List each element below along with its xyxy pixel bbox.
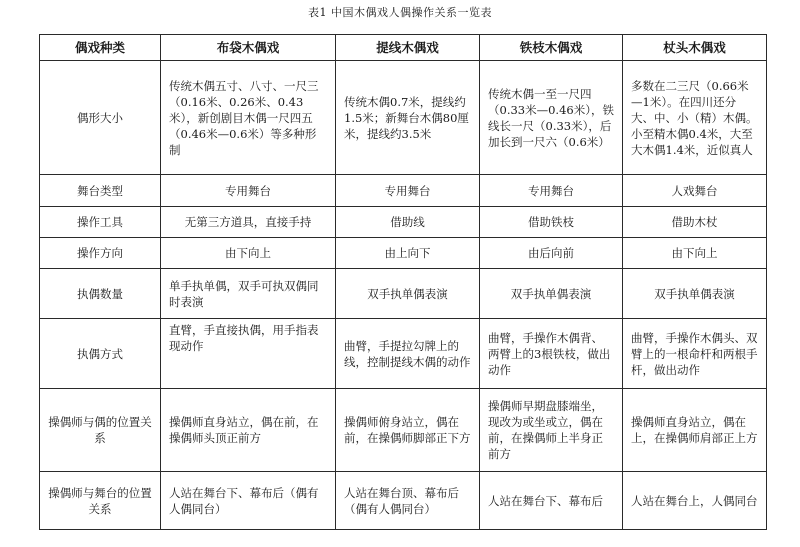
- row-label: 执偶数量: [40, 269, 161, 319]
- table-cell: 操偶师直身站立，偶在上，在操偶师肩部正上方: [623, 389, 767, 472]
- table-cell: 双手执单偶表演: [623, 269, 767, 319]
- table-cell: 人站在舞台下、幕布后（偶有人偶同台）: [161, 472, 336, 530]
- table-cell: 曲臂，手操作木偶头、双臂上的一根命杆和两根手杆，做出动作: [623, 319, 767, 389]
- table-cell: 人站在舞台下、幕布后: [480, 472, 623, 530]
- table-cell: 双手执单偶表演: [480, 269, 623, 319]
- table-row: [40, 269, 767, 319]
- row-label: 舞台类型: [40, 175, 161, 207]
- table-cell: 单手执单偶，双手可执双偶同时表演: [161, 269, 336, 319]
- table-cell: 双手执单偶表演: [336, 269, 480, 319]
- table-cell: 操偶师早期盘膝端坐，现改为或坐或立，偶在前，在操偶师上半身正前方: [480, 389, 623, 472]
- header-category: 偶戏种类: [40, 35, 161, 61]
- row-label: 操作工具: [40, 207, 161, 238]
- table-cell: 传统木偶一至一尺四（0.33米—0.46米），铁线长一尺（0.33米），后加长到一尺六（0.6米）: [480, 61, 623, 175]
- table-row: [40, 389, 767, 472]
- puppet-comparison-table: [39, 34, 767, 530]
- header-iron-rod-puppet: 铁枝木偶戏: [480, 35, 623, 61]
- row-label: 执偶方式: [40, 319, 161, 389]
- table-cell: 借助线: [336, 207, 480, 238]
- table-cell: 借助木杖: [623, 207, 767, 238]
- row-label: 偶形大小: [40, 61, 161, 175]
- table-cell: 专用舞台: [480, 175, 623, 207]
- table-row: [40, 238, 767, 269]
- row-label: 操作方向: [40, 238, 161, 269]
- table-cell: 人站在舞台上，人偶同台: [623, 472, 767, 530]
- table-caption: 表1 中国木偶戏人偶操作关系一览表: [308, 6, 492, 19]
- table-cell: 曲臂，手操作木偶背、两臂上的3根铁枝，做出动作: [480, 319, 623, 389]
- table-cell: 专用舞台: [336, 175, 480, 207]
- table-cell: 由上向下: [336, 238, 480, 269]
- table-cell: 由下向上: [623, 238, 767, 269]
- table-cell: 人站在舞台顶、幕布后（偶有人偶同台）: [336, 472, 480, 530]
- table-cell: 传统木偶0.7米，提线约1.5米；新舞台木偶80厘米，提线约3.5米: [336, 61, 480, 175]
- table-cell: 操偶师直身站立，偶在前，在操偶师头顶正前方: [161, 389, 336, 472]
- table-cell: 人戏舞台: [623, 175, 767, 207]
- row-label: 操偶师与偶的位置关系: [40, 389, 161, 472]
- table-row: [40, 472, 767, 530]
- table-row: [40, 319, 767, 389]
- header-glove-puppet: 布袋木偶戏: [161, 35, 336, 61]
- table-cell: 直臂，手直接执偶，用手指表现动作: [161, 319, 336, 389]
- table-cell: 专用舞台: [161, 175, 336, 207]
- row-label: 操偶师与舞台的位置关系: [40, 472, 161, 530]
- table-row: [40, 61, 767, 175]
- table-cell: 由后向前: [480, 238, 623, 269]
- header-row: [40, 35, 767, 61]
- table-cell: 传统木偶五寸、八寸、一尺三（0.16米、0.26米、0.43米），新创剧目木偶一尺四五（0.46米—0.6米）等多种形制: [161, 61, 336, 175]
- table-cell: 无第三方道具，直接手持: [161, 207, 336, 238]
- table-cell: 多数在二三尺（0.66米—1米）。在四川还分大、中、小（精）木偶。小至精木偶0.4米，大至大木偶1.4米，近似真人: [623, 61, 767, 175]
- header-rod-puppet: 杖头木偶戏: [623, 35, 767, 61]
- table-row: [40, 207, 767, 238]
- table-cell: 由下向上: [161, 238, 336, 269]
- table-cell: 操偶师俯身站立，偶在前，在操偶师脚部正下方: [336, 389, 480, 472]
- table-row: [40, 175, 767, 207]
- header-marionette: 提线木偶戏: [336, 35, 480, 61]
- table-cell: 曲臂，手提拉勾牌上的线，控制提线木偶的动作: [336, 319, 480, 389]
- table-cell: 借助铁枝: [480, 207, 623, 238]
